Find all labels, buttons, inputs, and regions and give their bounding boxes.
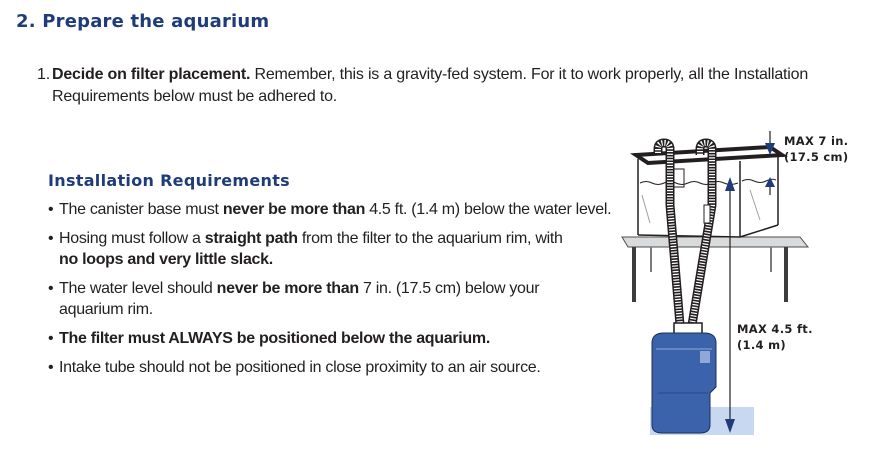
req-text: The canister base must — [59, 201, 223, 218]
requirement-item — [48, 328, 618, 349]
req-emphasis: never be more than — [216, 280, 359, 297]
req-text: Intake tube should not be positioned in close proximity to an air source. — [59, 359, 541, 376]
step-1-text-1: Remember, this is a gravity-fed system. For it to work properly, all the Installation — [250, 66, 809, 83]
requirements-list — [48, 199, 618, 386]
max-water-level-label — [784, 133, 848, 165]
req-text: 7 in. (17.5 cm) below your — [358, 280, 540, 297]
installation-diagram — [600, 125, 878, 445]
req-emphasis: The filter must ALWAYS be positioned below the aquarium. — [59, 330, 490, 347]
step-number: 1. — [37, 66, 50, 83]
max-canister-depth-label — [737, 321, 813, 353]
step-1-text-2: Requirements below must be adhered to. — [52, 88, 338, 105]
req-text: 4.5 ft. (1.4 m) below the water level. — [365, 201, 612, 218]
step-1-bold: Decide on filter placement. — [52, 66, 251, 83]
filter-hoses — [658, 143, 712, 325]
label-line: (1.4 m) — [737, 338, 786, 352]
height-arrow — [725, 177, 735, 433]
aquarium-stand — [622, 237, 808, 302]
req-text: Hosing must follow a — [59, 230, 205, 247]
requirement-item — [48, 199, 618, 220]
req-emphasis: never be more than — [222, 201, 366, 218]
water-level-arrows — [765, 131, 775, 195]
requirements-heading: Installation Requirements — [48, 171, 290, 190]
label-line: MAX 4.5 ft. — [737, 322, 813, 336]
step-1-line-1 — [37, 64, 827, 86]
req-emphasis: no loops and very little slack. — [59, 251, 273, 268]
req-text: from the filter to the aquarium rim, with — [297, 230, 563, 247]
requirement-item — [48, 278, 618, 320]
section-title: 2. Prepare the aquarium — [16, 11, 270, 32]
req-emphasis: straight path — [204, 230, 298, 247]
requirement-item — [48, 357, 618, 378]
step-1 — [37, 64, 827, 108]
label-line: MAX 7 in. — [784, 134, 849, 148]
label-line: (17.5 cm) — [784, 150, 849, 164]
aquarium-filter-illustration — [600, 125, 878, 445]
req-text: The water level should — [59, 280, 217, 297]
req-text: aquarium rim. — [59, 301, 153, 318]
canister-filter — [652, 323, 716, 433]
requirement-item — [48, 228, 618, 270]
